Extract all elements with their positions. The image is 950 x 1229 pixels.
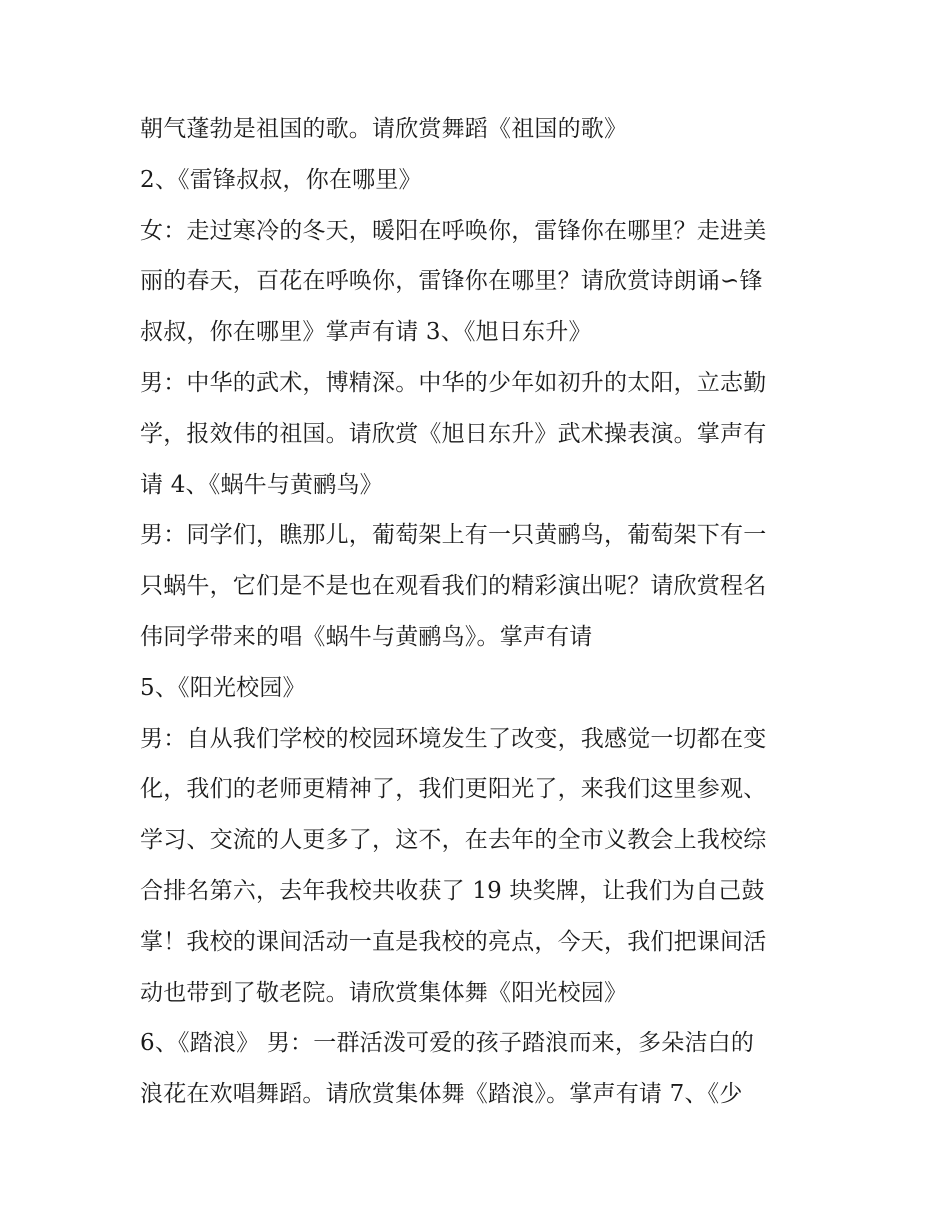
text-line-16: 合排名第六，去年我校共收获了 19 块奖牌，让我们为自己鼓 bbox=[140, 877, 765, 904]
text-line-13: 男：自从我们学校的校园环境发生了改变，我感觉一切都在变 bbox=[140, 725, 767, 752]
text-line-11: 伟同学带来的唱《蜗牛与黄鹂鸟》。掌声有请 bbox=[140, 623, 593, 650]
text-line-12: 5、《阳光校园》 bbox=[140, 674, 306, 701]
text-line-10: 只蜗牛，它们是不是也在观看我们的精彩演出呢？请欣赏程名 bbox=[140, 573, 767, 600]
text-line-5: 叔叔，你在哪里》掌声有请 3、《旭日东升》 bbox=[140, 319, 592, 346]
text-line-3: 女：走过寒冷的冬天，暖阳在呼唤你，雷锋你在哪里？走进美 bbox=[140, 217, 767, 244]
text-line-8: 请 4、《蜗牛与黄鹂鸟》 bbox=[140, 471, 383, 498]
document-body bbox=[140, 104, 820, 1120]
text-line-1: 朝气蓬勃是祖国的歌。请欣赏舞蹈《祖国的歌》 bbox=[140, 116, 628, 142]
text-line-7: 学，报效伟的祖国。请欣赏《旭日东升》武术操表演。掌声有 bbox=[140, 420, 767, 447]
text-line-14: 化，我们的老师更精神了，我们更阳光了，来我们这里参观、 bbox=[140, 776, 767, 803]
text-line-19: 6、《踏浪》 男：一群活泼可爱的孩子踏浪而来，多朵洁白的 bbox=[140, 1030, 755, 1057]
text-line-15: 学习、交流的人更多了，这不，在去年的全市义教会上我校综 bbox=[140, 827, 767, 854]
text-line-18: 动也带到了敬老院。请欣赏集体舞《阳光校园》 bbox=[140, 979, 628, 1006]
text-line-9: 男：同学们，瞧那儿，葡萄架上有一只黄鹂鸟，葡萄架下有一 bbox=[140, 522, 767, 549]
text-line-17: 掌！我校的课间活动一直是我校的亮点，今天，我们把课间活 bbox=[140, 928, 767, 955]
text-line-2: 2、《雷锋叔叔，你在哪里》 bbox=[140, 166, 422, 193]
text-line-6: 男：中华的武术，博精深。中华的少年如初升的太阳，立志勤 bbox=[140, 369, 767, 396]
text-line-20: 浪花在欢唱舞蹈。请欣赏集体舞《踏浪》。掌声有请 7、《少 bbox=[140, 1081, 743, 1108]
text-line-4: 丽的春天，百花在呼唤你，雷锋你在哪里？请欣赏诗朗诵∽锋 bbox=[140, 268, 763, 295]
